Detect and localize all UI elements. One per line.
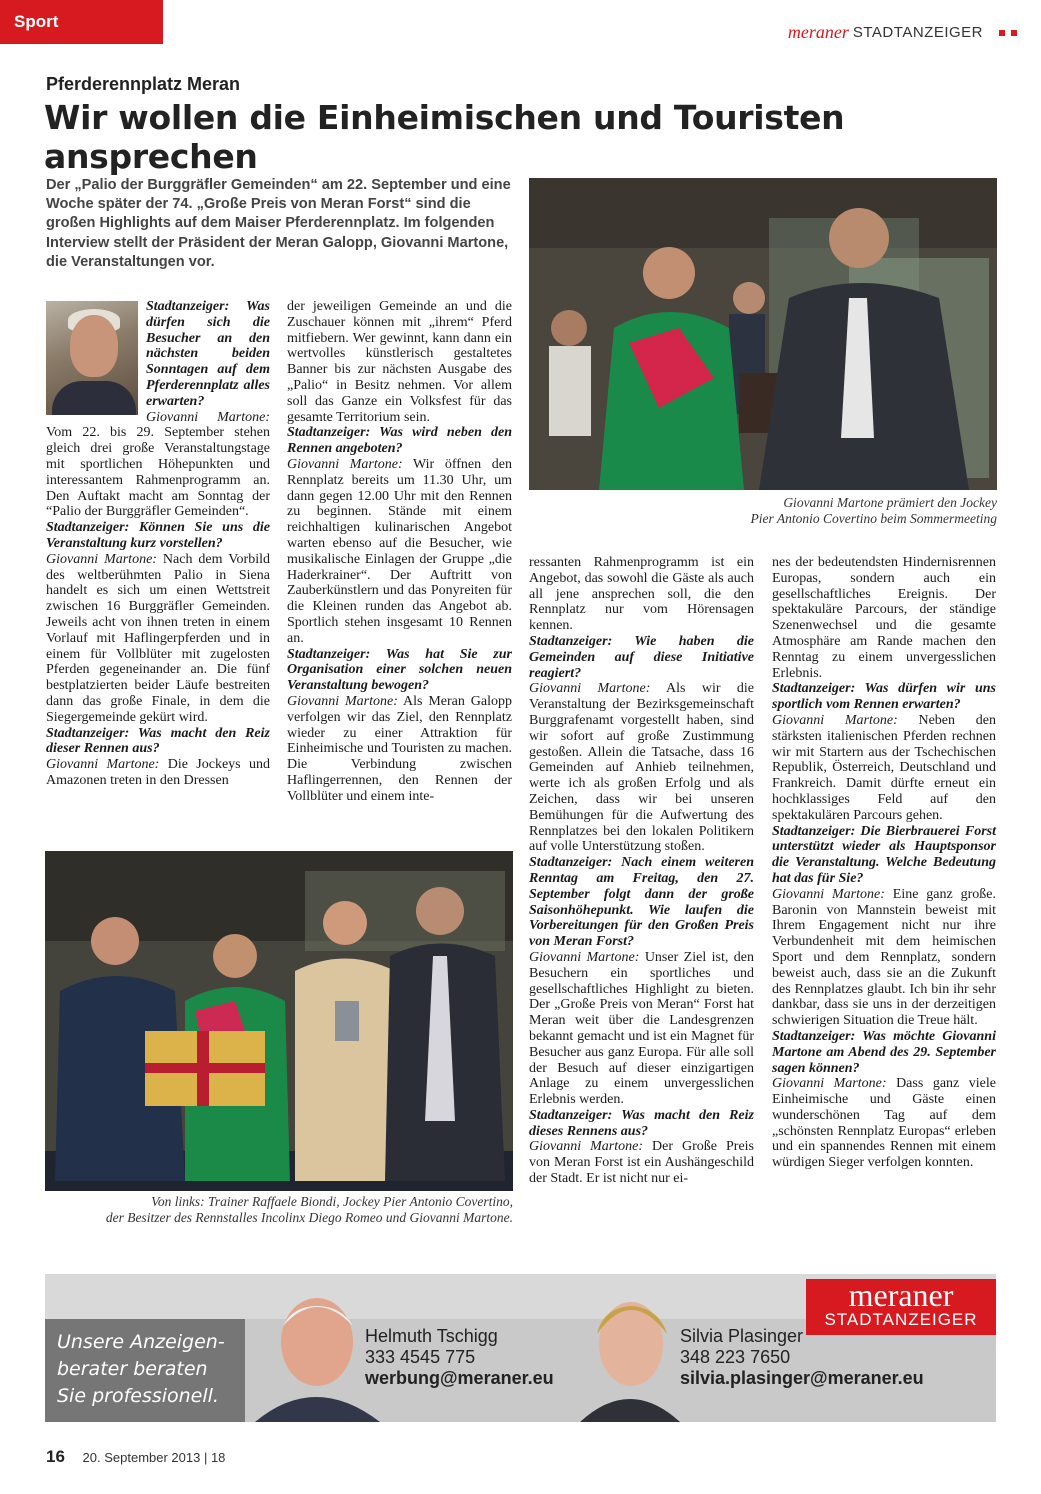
interview-answer — [772, 1076, 996, 1171]
interview-question: Stadtanzeiger: Die Bierbrauerei Forst unterstützt wieder als Hauptsponsor die Veranstaltung. Welche Bedeutung hat das für Sie? — [772, 823, 996, 886]
advisor-2-name: Silvia Plasinger — [680, 1326, 804, 1346]
answer-text: Der Große Preis von Meran Forst ist ein Aushängeschild der Stadt. Er ist nicht nur ei- — [529, 1139, 754, 1187]
interview-question: Stadtanzeiger: Können Sie uns die Veranstaltung kurz vorstellen? — [46, 520, 270, 551]
speaker-label: Giovanni Martone: — [772, 1076, 887, 1092]
interview-answer — [46, 757, 270, 789]
speaker-label: Giovanni Martone: — [287, 693, 398, 709]
answer-text: Eine ganz große. Baronin von Mannstein beweist mit Ihrem Engagement nicht nur ihre Verbundenheit mit dem heimischen Sport und dem Rennplatz, sondern beweist auch, dass sie an die Zukunft des Rennplatzes glaubt. Ich bin ihr sehr dankbar, dass sie uns in der derzeitigen schwierigen Situation die Treue hält. — [772, 886, 996, 1029]
answer-text: Unser Ziel ist, den Besuchern ein sportliches und gesellschaftliches Highlight zu bieten. Der „Große Preis von Meran“ Forst hat Meran weit über die Landesgrenzen bekannt gemacht und ist ein Magnet für Besucher aus ganz Europa. Für alle soll der Besuch auf dieser einzigartigen Anlage zu einem unvergesslichen Erlebnis werden. — [529, 949, 755, 1108]
group-photo — [45, 851, 513, 1191]
text-column-4 — [772, 555, 996, 1171]
advisor-1-info — [365, 1326, 554, 1389]
photo-caption-2: Von links: Trainer Raffaele Biondi, Jockey Pier Antonio Covertino, der Besitzer des Rennstalles Incolinx Diego Romeo und Giovanni Martone. — [105, 1194, 513, 1225]
advisor-2-photo — [575, 1284, 685, 1422]
interview-question: Stadtanzeiger: Was dürfen sich die Besucher an den nächsten beiden Sonntagen auf dem Pferderennplatz alles erwarten? — [146, 299, 270, 409]
stadtanzeiger-logo — [806, 1279, 996, 1335]
answer-text: Als wir die Veranstaltung der Bezirksgemeinschaft Burggrafenamt vorgestellt haben, sind wir sofort auf große Zustimmung gestoßen. Allein die Tatsache, dass 16 Gemeinden auf Anhieb teilnehmen, werte ich als großen Erfolg und als Zeichen, dass wir bei unseren Bemühungen für die Aufwertung des Rennplatzes bei den lokalen Politikern auf volle Unterstützung stoßen. — [529, 681, 754, 855]
advisor-1-name: Helmuth Tschigg — [365, 1326, 498, 1346]
interview-question: Stadtanzeiger: Nach einem weiteren Renntag am Freitag, den 27. September folgt dann der große Saisonhöhepunkt. Wie laufen die Vorbereitungen für den Großen Preis von Meran Forst? — [529, 855, 754, 950]
ad-slogan-line-1: Unsere Anzeigen- — [57, 1331, 225, 1353]
answer-text: der jeweiligen Gemeinde an und die Zuschauer können mit „ihrem“ Pferd mitfiebern. Wer gewinnt, kann dann ein wertvolles künstlerisch gestaltetes Banner bis zur nächsten Ausgabe des „Palio“ in Besitz nehmen. Vor allem soll das Ganze ein Volksfest für das gesamte Territorium sein. — [287, 299, 512, 425]
speaker-label: Giovanni Martone: — [772, 712, 898, 728]
ad-slogan-line-3: Sie professionell. — [57, 1385, 219, 1407]
advisor-2-phone: 348 223 7650 — [680, 1347, 791, 1367]
speaker-label: Giovanni Martone: — [772, 886, 885, 902]
interview-answer — [772, 713, 996, 824]
interview-question: Stadtanzeiger: Was möchte Giovanni Martone am Abend des 29. September sagen können? — [772, 1028, 996, 1076]
speaker-label: Giovanni Martone: — [529, 681, 651, 697]
answer-text: Wir öffnen den Rennplatz bereits um 11.30 Uhr, um dann gegen 12.00 Uhr mit den Rennen zu beginnen. Stände mit einem reichhaltigen kulinarischen Angebot warten ebenso auf die Besucher, wie musikalische Einlagen der Gruppe „die Haderkrainer“. Der Auftritt von Zauberkünstlern und das Ponyreiten für die Kleinen runden das Angebot ab. Sportlich stehen insgesamt 10 Rennen an. — [287, 456, 512, 646]
text-column-3 — [529, 555, 754, 1187]
article-kicker: Pferderennplatz Meran — [46, 74, 241, 94]
masthead-dots — [999, 30, 1017, 36]
interviewee-portrait — [46, 301, 138, 415]
masthead-caps: STADTANZEIGER — [852, 24, 983, 41]
interview-answer — [46, 410, 270, 521]
text-column-2 — [287, 299, 512, 805]
advisor-1-email[interactable]: werbung@meraner.eu — [365, 1368, 554, 1388]
answer-text: Vom 22. bis 29. September stehen gleich drei große Veranstaltungstage mit sportlichen Höhepunkten und interessantem Rahmenprogramm an. Den Auftakt macht am Sonntag der “Palio der Burggräfler Gemeinden“. — [46, 425, 270, 520]
masthead-script: meraner — [787, 22, 849, 42]
interview-answer — [287, 299, 512, 425]
interview-question: Stadtanzeiger: Was macht den Reiz dieses Rennens aus? — [529, 1107, 754, 1139]
page-footer — [46, 1447, 225, 1467]
article-lead: Der „Palio der Burggräfler Gemeinden“ am 22. September und eine Woche später der 74. „Große Preis von Meran Forst“ sind die großen Highlights auf dem Maiser Pferderennplatz. Im folgenden Interview stellt der Präsident der Meran Galopp, Giovanni Martone, die Veranstaltungen vor. — [46, 177, 511, 270]
masthead — [788, 22, 1017, 43]
photo-caption-1: Giovanni Martone prämiert den Jockey Pier Antonio Covertino beim Sommermeeting — [750, 495, 997, 526]
logo-caps: STADTANZEIGER — [824, 1310, 978, 1329]
interview-answer — [529, 950, 754, 1108]
issue-info: 20. September 2013 | 18 — [82, 1450, 226, 1465]
award-photo — [529, 178, 997, 490]
interview-answer — [287, 457, 512, 647]
advisor-1-phone: 333 4545 775 — [365, 1347, 476, 1367]
ad-slogan-line-2: berater beraten — [57, 1358, 208, 1380]
interview-answer — [772, 887, 996, 1029]
advisor-2-info — [680, 1326, 924, 1389]
advertisement-banner — [45, 1274, 996, 1422]
answer-text: Neben den stärksten italienischen Pferden rechnen wir mit Startern aus der Tschechischen Republik, Österreich, Deutschland und Frankreich. Damit dürfte erneut ein hochklassiges Feld auf den spektakulären Parcours gehen. — [772, 712, 996, 823]
interview-answer — [287, 694, 512, 805]
answer-text: Dass ganz viele Einheimische und Gäste einen wunderschönen Tag auf dem „schönsten Rennplatz Europas“ erleben und ein spannendes Rennen mit einem würdigen Sieger verfolgen konnten. — [772, 1076, 997, 1171]
answer-text: Nach dem Vorbild des weltberühmten Palio in Siena handelt es sich um einen Wettstreit zwischen 16 Burggräfler Gemeinden. Jeweils acht von ihnen treten in einem Vorlauf mit Haflingerpferden und in einem für Vollblüter mit zugelosten Pferden gegeneinander an. Die fünf bestplatzierten beider Läufe bestreiten dann das große Finale, in dem die Siegergemeinde gekürt wird. — [46, 551, 270, 725]
page-number: 16 — [46, 1447, 65, 1466]
speaker-label: Giovanni Martone: — [46, 551, 157, 567]
interview-question: Stadtanzeiger: Was macht den Reiz dieser Rennen aus? — [46, 725, 270, 757]
interview-question: Stadtanzeiger: Was dürfen wir uns sportlich vom Rennen erwarten? — [772, 681, 996, 713]
advisor-1-photo — [245, 1284, 385, 1422]
answer-text: nes der bedeutendsten Hindernisrennen Europas, sondern auch ein gesellschaftliches Ereignis. Der spektakuläre Parcours, der ständige Szenenwechsel und die gesamte Atmosphäre am Rande machen den Renntag zu einem unvergesslichen Erlebnis. — [772, 555, 996, 681]
speaker-label: Giovanni Martone: — [146, 409, 270, 425]
interview-answer — [772, 555, 996, 681]
speaker-label: Giovanni Martone: — [529, 949, 640, 965]
logo-script: meraner — [848, 1277, 954, 1313]
interview-answer — [529, 1139, 754, 1186]
answer-text: ressanten Rahmenprogramm ist ein Angebot, das sowohl die Gäste als auch all jene ansprechen soll, die den Rennplatz nur vom Hörensagen kennen. — [529, 555, 754, 634]
interview-question: Stadtanzeiger: Wie haben die Gemeinden auf diese Initiative reagiert? — [529, 633, 754, 681]
speaker-label: Giovanni Martone: — [287, 456, 403, 472]
answer-text: Als Meran Galopp verfolgen wir das Ziel, den Rennplatz wieder zu einer Attraktion für Einheimische und Touristen zu machen. Die Verbindung zwischen Haflingerrennen, den Rennen der Vollblüter und einem inte- — [287, 693, 512, 804]
section-label: Sport — [14, 12, 59, 31]
interview-answer — [529, 555, 754, 634]
ad-slogan — [45, 1319, 245, 1422]
text-column-1 — [46, 299, 270, 789]
interview-answer — [46, 552, 270, 726]
interview-question: Stadtanzeiger: Was hat Sie zur Organisation einer solchen neuen Veranstaltung bewogen? — [287, 646, 512, 694]
speaker-label: Giovanni Martone: — [46, 757, 160, 773]
answer-text: Die Jockeys und Amazonen treten in den Dressen — [46, 757, 270, 788]
advisor-2-email[interactable]: silvia.plasinger@meraner.eu — [680, 1368, 924, 1388]
article-headline: Wir wollen die Einheimischen und Touristen ansprechen — [44, 98, 845, 176]
interview-question: Stadtanzeiger: Was wird neben den Rennen angeboten? — [287, 425, 512, 457]
speaker-label: Giovanni Martone: — [529, 1139, 643, 1155]
interview-answer — [529, 681, 754, 855]
section-tab — [0, 0, 163, 44]
